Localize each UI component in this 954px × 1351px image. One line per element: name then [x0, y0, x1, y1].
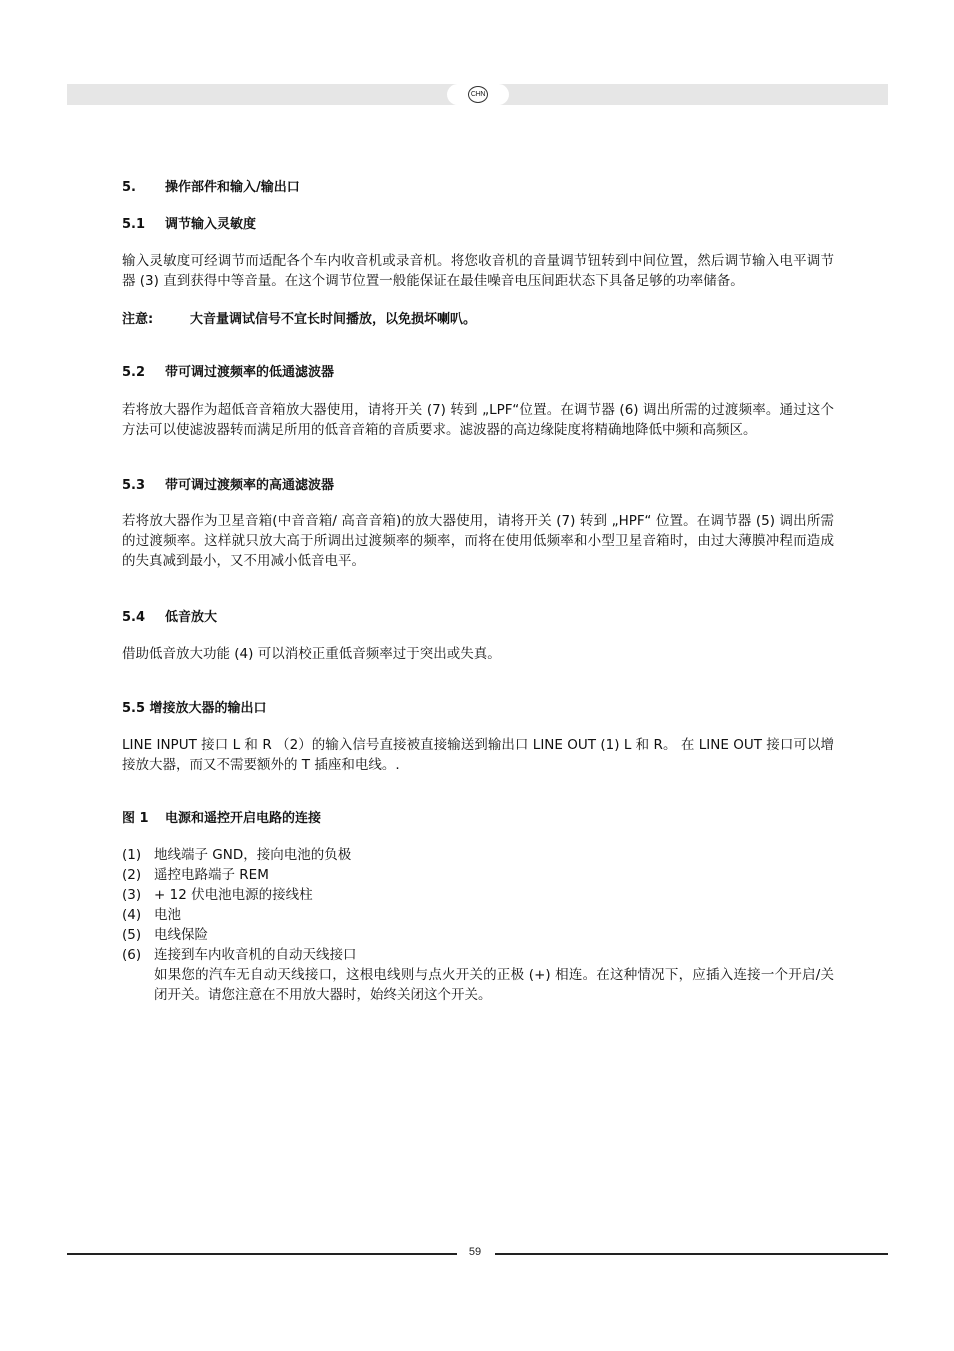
- language-badge: [447, 84, 509, 105]
- warning-note: [122, 310, 834, 330]
- page-number: 59: [468, 1246, 482, 1258]
- list-item: (5) 电线保险: [122, 927, 208, 943]
- list-item: (2) 遥控电路端子 REM: [122, 867, 269, 883]
- list-item-note: 如果您的汽车无自动天线接口，这根电线则与点火开关的正极 (+) 相连。在这种情况下，应插入连接一个开启/关闭开关。请您注意在不用放大器时，始终关闭这个开关。: [154, 967, 834, 1003]
- section-body-5-1: 输入灵敏度可经调节而适配各个车内收音机或录音机。将您收音机的音量调节钮转到中间位置，然后调节输入电平调节器 (3) 直到获得中等音量。在这个调节位置一般能保证在最佳噪音电压间距状态下具备足够的功率储备。: [122, 253, 834, 289]
- section-heading-5-2: 5.2 带可调过渡频率的低通滤波器: [122, 365, 335, 380]
- list-item: (3) + 12 伏电池电源的接线柱: [122, 887, 313, 903]
- footer-rule-right: [495, 1253, 888, 1255]
- list-item: (1) 地线端子 GND，接向电池的负极: [122, 847, 352, 863]
- section-body-5-2: 若将放大器作为超低音音箱放大器使用，请将开关 (7) 转到 „LPF“位置。在调节器 (6) 调出所需的过渡频率。通过这个方法可以使滤波器转而满足所用的低音音箱的音质要求。滤波器的高边缘陡度将精确地降低中频和高频区。: [122, 402, 834, 438]
- page-content: [122, 178, 834, 1005]
- section-heading-5-4: 5.4 低音放大: [122, 610, 218, 625]
- note-text: 大音量调试信号不宜长时间播放，以免损坏喇叭。: [190, 312, 477, 327]
- figure-heading: 图 1 电源和遥控开启电路的连接: [122, 811, 322, 826]
- section-heading-5-5: 5.5 增接放大器的输出口: [122, 701, 267, 716]
- list-item: (6) 连接到车内收音机的自动天线接口 如果您的汽车无自动天线接口，这根电线则与点火开关的正极 (+) 相连。在这种情况下，应插入连接一个开启/关闭开关。请您注意在不用放大器时，始终关闭这个开关。: [122, 947, 834, 1003]
- section-body-5-5: LINE INPUT 接口 L 和 R （2）的输入信号直接被直接输送到输出口 LINE OUT (1) L 和 R。 在 LINE OUT 接口可以增接放大器，而又不需要额外的 T 插座和电线。.: [122, 737, 834, 773]
- note-label: 注意:: [122, 312, 154, 327]
- section-body-5-3: 若将放大器作为卫星音箱(中音音箱/ 高音音箱)的放大器使用，请将开关 (7) 转到 „HPF“ 位置。在调节器 (5) 调出所需的过渡频率。这样就只放大高于所调出过渡频率的频率，而将在使用低频率和小型卫星音箱时，由过大薄膜冲程而造成的失真减到最小，又不用减小低音电平。: [122, 513, 834, 569]
- section-heading-5-3: 5.3 带可调过渡频率的高通滤波器: [122, 478, 335, 493]
- language-badge-label: CHN: [468, 86, 488, 103]
- section-heading-5: 5. 操作部件和输入/输出口: [122, 180, 300, 195]
- figure-legend-list: [122, 845, 834, 1005]
- section-body-5-4: 借助低音放大功能 (4) 可以消校正重低音频率过于突出或失真。: [122, 646, 501, 662]
- section-heading-5-1: 5.1 调节输入灵敏度: [122, 217, 257, 232]
- list-item: (4) 电池: [122, 907, 181, 923]
- footer-rule-left: [67, 1253, 457, 1255]
